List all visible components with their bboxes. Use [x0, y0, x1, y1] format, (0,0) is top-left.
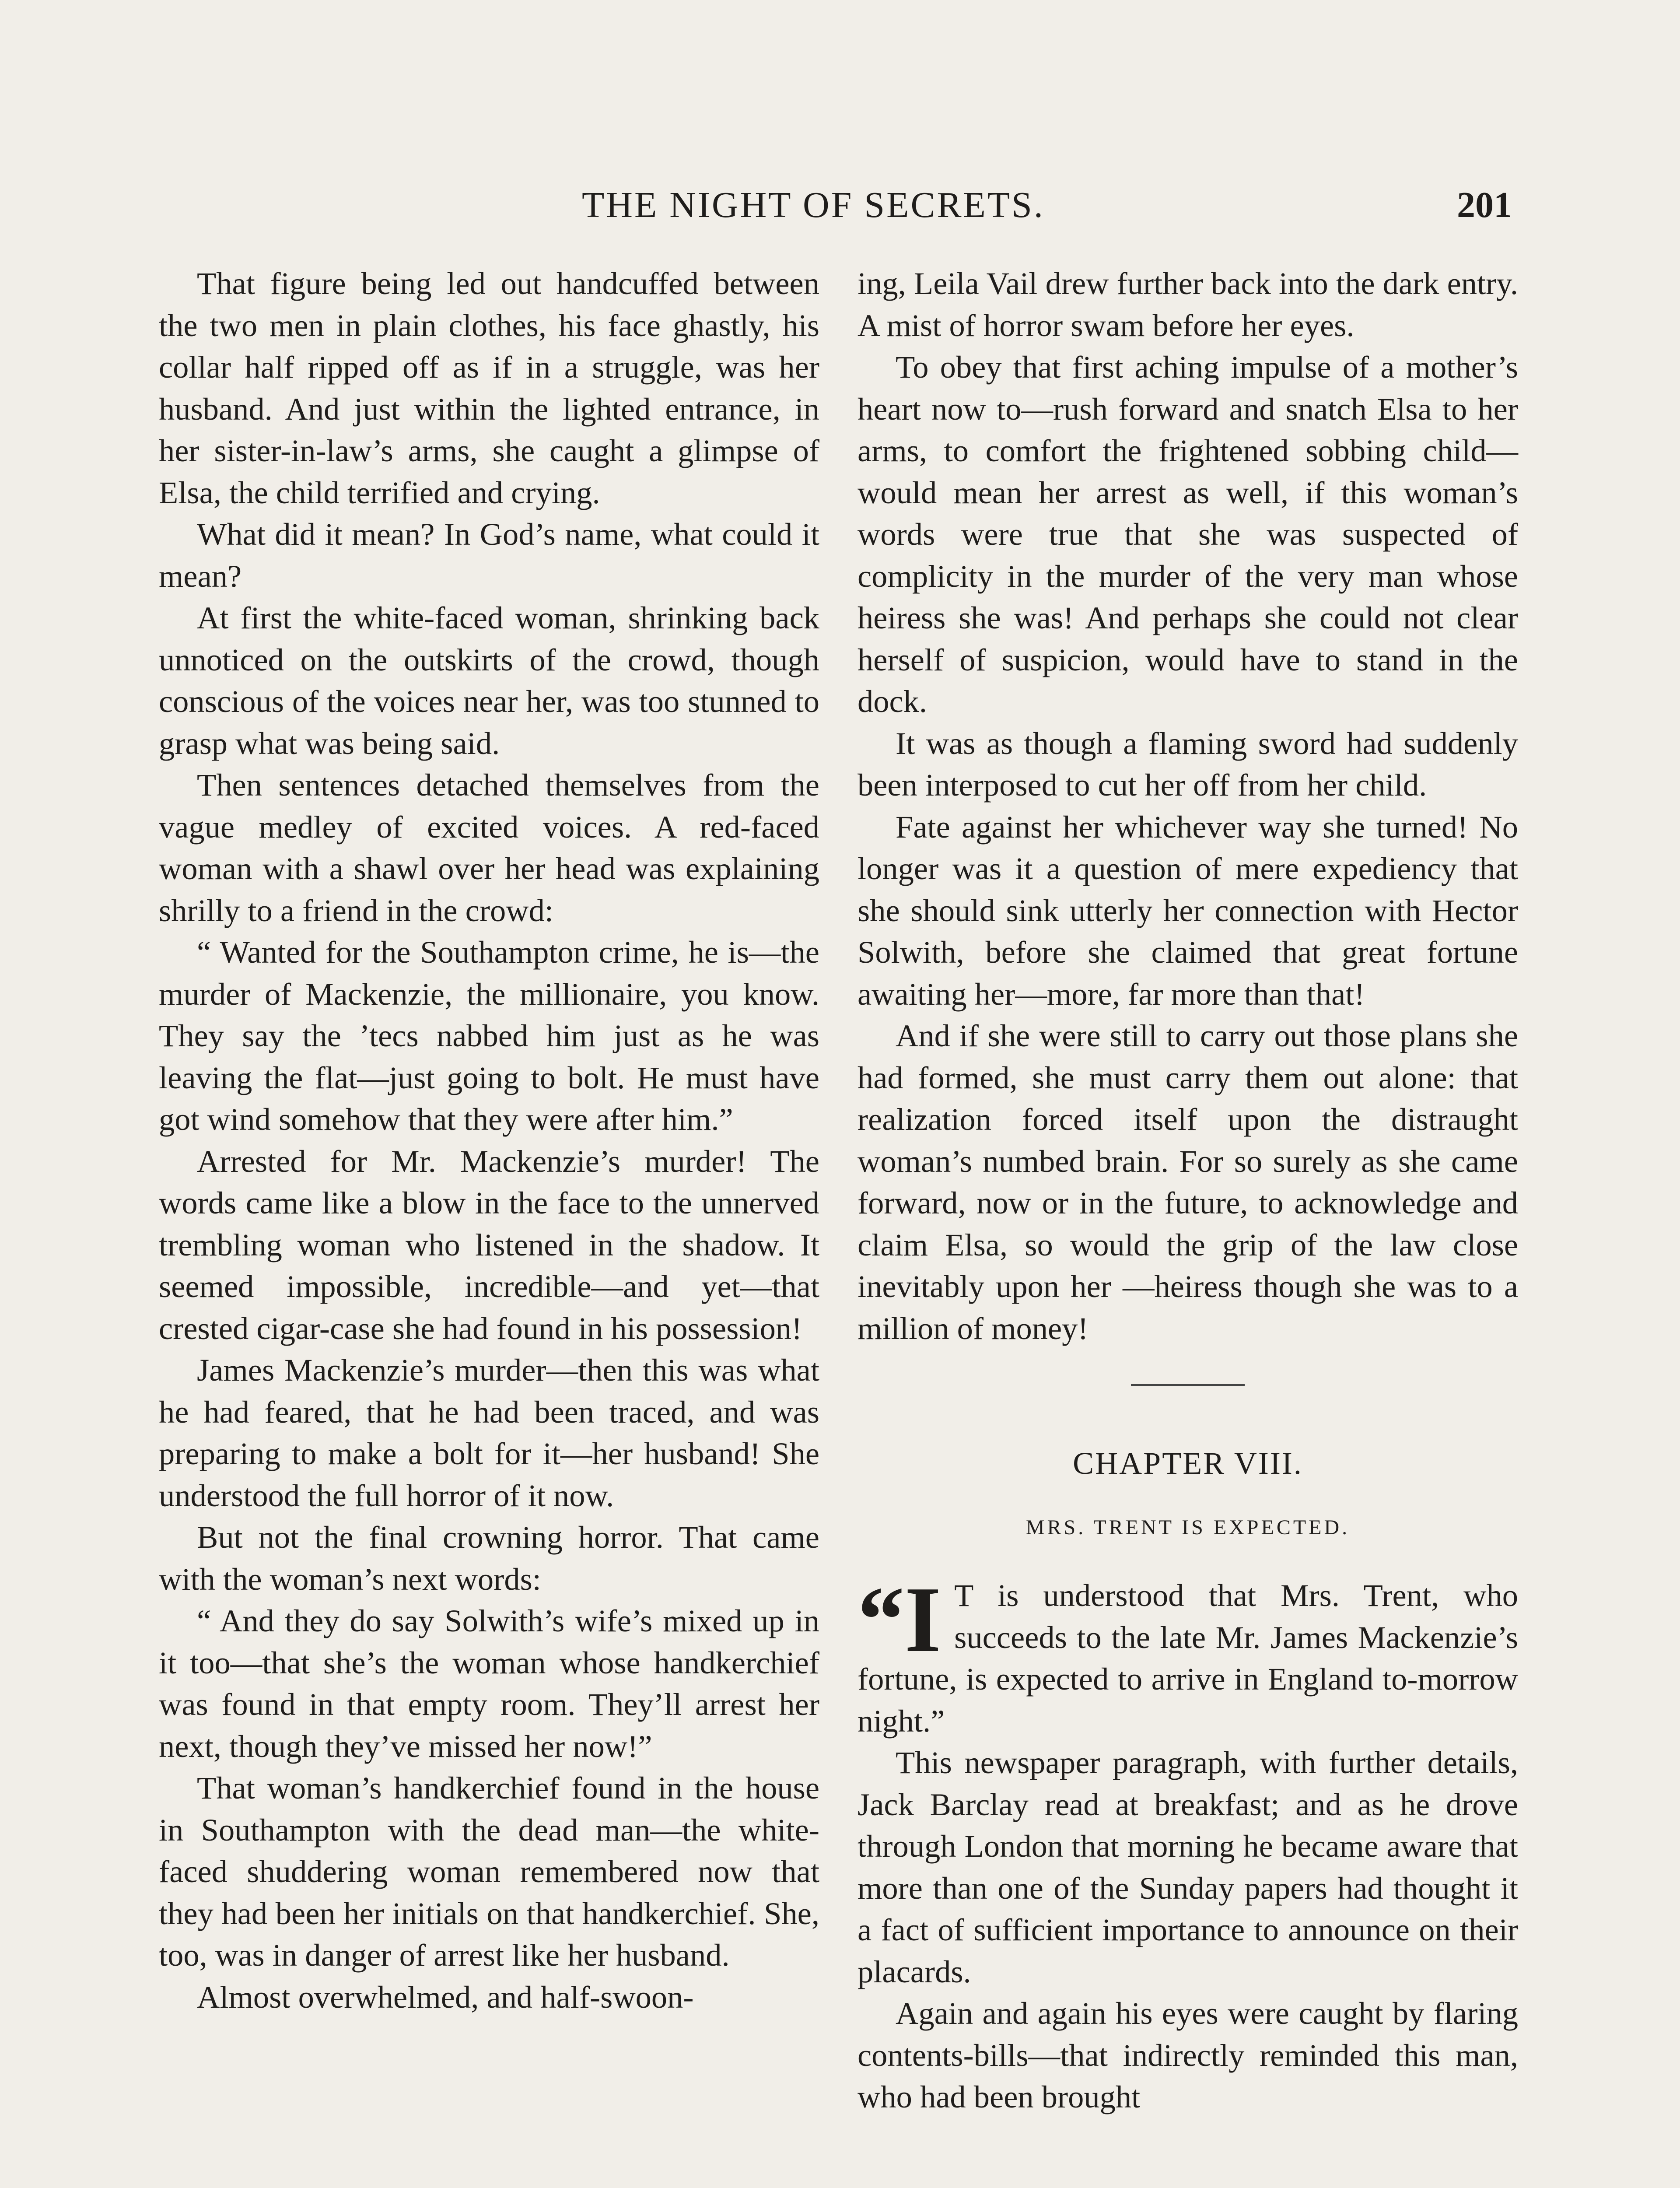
- paragraph: Arrested for Mr. Mackenzie’s murder! The words came like a blow in the face to the unnerved trembling woman who listened in the shadow. It seemed impossible, incredible—and yet—that crested cigar-case she had found in his possession!: [159, 1143, 819, 1346]
- paragraph: Almost overwhelmed, and half-swoon-: [197, 1979, 694, 2015]
- page-number: 201: [1457, 185, 1512, 225]
- running-head: [0, 184, 1680, 236]
- opening-paragraph-text: T is understood that Mrs. Trent, who succeeds to the late Mr. James Mackenzie’s fortune, is expected to arrive in England to-morrow night.”: [858, 1578, 1518, 1739]
- right-column: [858, 263, 1518, 2118]
- paragraph: And if she were still to carry out those plans she had formed, she must carry them out alone: that realization forced itself upon the distraught woman’s numbed brain. For so surely as she came forward, now or in the future, to acknowledge and claim Elsa, so would the grip of the law close inevitably upon her —heiress though she was to a million of money!: [858, 1018, 1518, 1346]
- drop-cap-quote: “: [858, 1567, 905, 1672]
- paragraph: “ And they do say Solwith’s wife’s mixed up in it too—that she’s the woman whose handkerchief was found in that empty room. They’ll arrest her next, though they’ve missed her now!”: [159, 1603, 819, 1764]
- paragraph: This newspaper paragraph, with further details, Jack Barclay read at breakfast; and as he drove through London that morning he became aware that more than one of the Sunday papers had thought it a fact of sufficient importance to announce on their placards.: [858, 1745, 1518, 1989]
- paragraph: To obey that first aching impulse of a mother’s heart now to—rush forward and snatch Elsa to her arms, to comfort the frightened sobbing child—would mean her arrest as well, if this woman’s words were true that she was suspected of complicity in the murder of the very man whose heiress she was! And perhaps she could not clear herself of suspicion, would have to stand in the dock.: [858, 349, 1518, 719]
- paragraph: Fate against her whichever way she turned! No longer was it a question of mere expediency that she should sink utterly her connection with Hector Solwith, before she claimed that great fortune awaiting her—more, far more than that!: [858, 809, 1518, 1012]
- chapter-subtitle: MRS. TRENT IS EXPECTED.: [1026, 1515, 1350, 1539]
- paragraph: That figure being led out handcuffed between the two men in plain clothes, his face ghastly, his collar half ripped off as if in a struggle, was her husband. And just within the lighted entrance, in her sister-in-law’s arms, she caught a glimpse of Elsa, the child terrified and crying.: [159, 266, 819, 510]
- paragraph-continued: ing, Leila Vail drew further back into the dark entry. A mist of horror swam before her eyes.: [858, 266, 1518, 343]
- paragraph: “ Wanted for the Southampton crime, he is—the murder of Mackenzie, the millionaire, you know. They say the ’tecs nabbed him just as he was leaving the flat—just going to bolt. He must have got wind somehow that they were after him.”: [159, 934, 819, 1137]
- drop-cap: [858, 1567, 942, 1672]
- paragraph: At first the white-faced woman, shrinking back unnoticed on the outskirts of the crowd, though conscious of the voices near her, was too stunned to grasp what was being said.: [159, 600, 819, 761]
- left-column: [159, 263, 819, 2018]
- paragraph: Then sentences detached themselves from the vague medley of excited voices. A red-faced woman with a shawl over her head was explaining shrilly to a friend in the crowd:: [159, 767, 819, 928]
- running-head-title: THE NIGHT OF SECRETS.: [582, 185, 1045, 225]
- paragraph: That woman’s handkerchief found in the house in Southampton with the dead man—the white-faced shuddering woman remembered now that they had been her initials on that handkerchief. She, too, was in danger of arrest like her husband.: [159, 1770, 819, 1973]
- paragraph: It was as though a flaming sword had suddenly been interposed to cut her off from her child.: [858, 725, 1518, 803]
- paragraph: James Mackenzie’s murder—then this was what he had feared, that he had been traced, and was preparing to make a bolt for it—her husband! She understood the full horror of it now.: [159, 1352, 819, 1513]
- chapter-title: CHAPTER VIII.: [1073, 1446, 1303, 1481]
- paragraph: Again and again his eyes were caught by flaring contents-bills—that indirectly reminded this man, who had been brought: [858, 1995, 1518, 2114]
- drop-cap-letter: I: [904, 1567, 942, 1672]
- chapter-opening-paragraph: [858, 1567, 1518, 1742]
- paragraph: But not the final crowning horror. That came with the woman’s next words:: [159, 1519, 819, 1597]
- section-divider: [1131, 1384, 1245, 1386]
- paragraph: What did it mean? In God’s name, what could it mean?: [159, 516, 819, 594]
